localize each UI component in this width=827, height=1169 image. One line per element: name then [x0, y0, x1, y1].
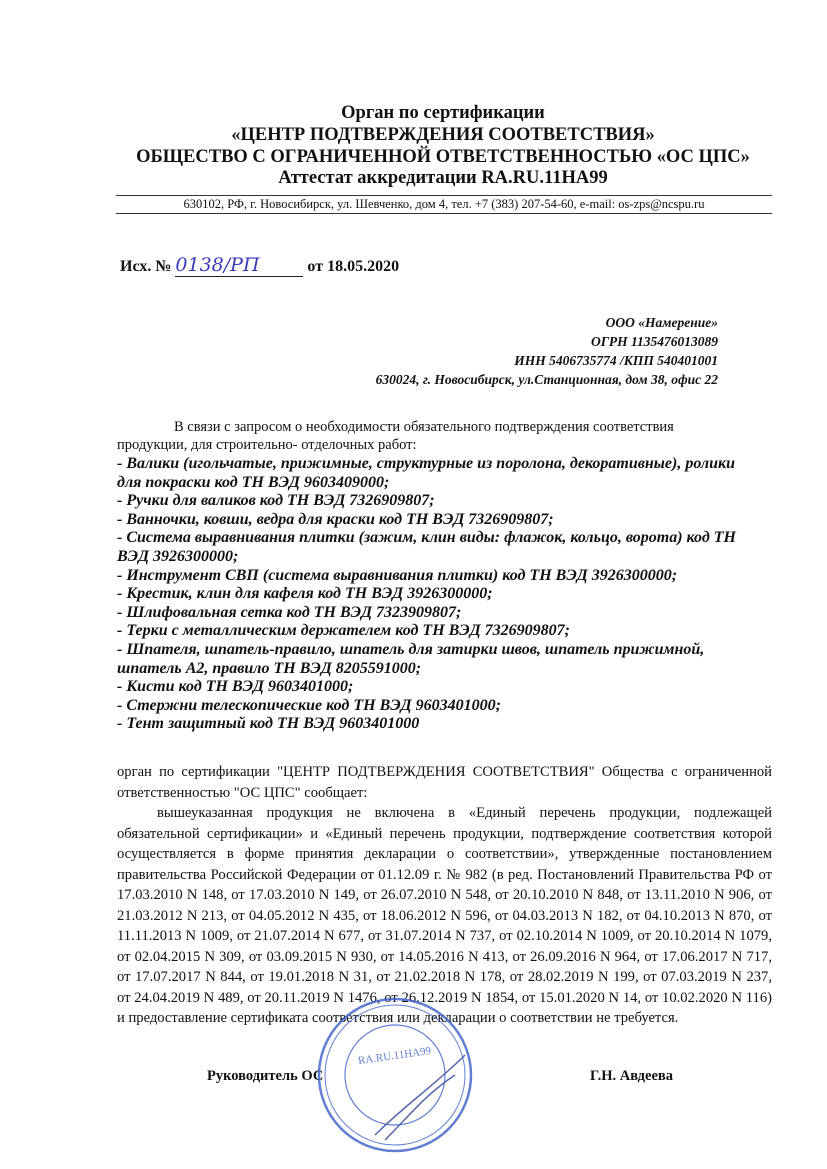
list-item: - Терки с металлическим держателем код ТН ВЭД 7326909807; — [117, 622, 570, 640]
product-list — [117, 455, 737, 734]
reference-prefix: Исх. № — [120, 258, 172, 275]
list-item: - Ванночки, ковши, ведра для краски код ТН ВЭД 7326909807; — [117, 510, 554, 528]
list-item: - Система выравнивания плитки (зажим, клин виды: флажок, кольцо, ворота) код ТН ВЭД 3926300000; — [117, 529, 736, 565]
org-address: 630102, РФ, г. Новосибирск, ул. Шевченко, дом 4, тел. +7 (383) 207-54-60, e-mail: os-zps@ncspu.ru — [183, 197, 705, 211]
divider — [116, 213, 772, 214]
stamp-text: RA.RU.11НА99 — [357, 1044, 432, 1068]
divider — [116, 195, 772, 196]
reference-date: от 18.05.2020 — [307, 258, 400, 275]
list-item: - Тент защитный код ТН ВЭД 9603401000 — [117, 715, 420, 733]
recipient-ogrn: ОГРН 1135476013089 — [590, 334, 718, 349]
list-item: - Валики (игольчатые, прижимные, структурные из поролона, декоративные), ролики для покраски код ТН ВЭД 9603409000; — [117, 455, 736, 491]
signature-name: Г.Н. Авдеева — [590, 1068, 673, 1084]
recipient-block — [376, 313, 718, 389]
reference-number: 0138/РП — [175, 254, 303, 277]
body-paragraph-2: вышеуказанная продукция не включена в «Единый перечень продукции, подлежащей обязательной сертификации» и «Единый перечень продукции, подтверждение соответствия которой осуществляется в форме принятия декларации о соответствии», утвержденные постановлением правительства Российской Федерации от 01.12.09 г. № 982 (в ред. Постановлений Правительства РФ от 17.03.2010 N 148, от 17.03.2010 N 149, от 26.07.2010 N 548, от 20.10.2010 N 848, от 13.11.2010 N 906, от 21.03.2012 N 213, от 04.05.2012 N 435, от 18.06.2012 N 596, от 04.03.2013 N 182, от 04.10.2013 N 870, от 11.11.2013 N 1009, от 21.07.2014 N 677, от 31.07.2014 N 737, от 02.10.2014 N 1009, от 20.10.2014 N 1079, от 02.04.2015 N 309, от 03.09.2015 N 930, от 14.05.2016 N 413, от 26.09.2016 N 964, от 17.06.2017 N 717, от 17.07.2017 N 844, от 19.01.2018 N 31, от 21.02.2018 N 178, от 28.02.2019 N 199, от 07.03.2019 N 237, от 24.04.2019 N 489, от 20.11.2019 N 1476, от 26.12.2019 N 1854, от 15.01.2020 N 14, от 10.02.2020 N 116) и предоставление сертификата соответствия или декларации о соответствии не требуется. — [117, 805, 772, 1026]
list-item: - Шлифовальная сетка код ТН ВЭД 7323909807; — [117, 603, 462, 621]
signature-position: Руководитель ОС — [207, 1068, 324, 1084]
header-line-4: Аттестат аккредитации RA.RU.11НА99 — [278, 168, 608, 188]
recipient-address: 630024, г. Новосибирск, ул.Станционная, дом 38, офис 22 — [375, 372, 718, 387]
recipient-inn: ИНН 5406735774 /КПП 540401001 — [514, 353, 718, 368]
list-item: - Крестик, клин для кафеля код ТН ВЭД 3926300000; — [117, 585, 493, 603]
header-line-1: Орган по сертификации — [341, 103, 545, 123]
list-item: - Инструмент СВП (система выравнивания плитки) код ТН ВЭД 3926300000; — [117, 566, 678, 584]
header-line-2: «ЦЕНТР ПОДТВЕРЖДЕНИЯ СООТВЕТСТВИЯ» — [231, 125, 655, 145]
intro-paragraph: В связи с запросом о необходимости обязательного подтверждения соответствия продукции, для строительно- отделочных работ: — [117, 419, 674, 453]
list-item: - Кисти код ТН ВЭД 9603401000; — [117, 678, 354, 696]
list-item: - Ручки для валиков код ТН ВЭД 7326909807; — [117, 492, 435, 510]
list-item: - Стержни телескопические код ТН ВЭД 9603401000; — [117, 696, 501, 714]
body-text — [117, 762, 772, 1029]
body-paragraph-1: орган по сертификации "ЦЕНТР ПОДТВЕРЖДЕНИЯ СООТВЕТСТВИЯ" Общества с ограниченной ответственностью "ОС ЦПС" сообщает: — [117, 764, 772, 801]
list-item: - Шпателя, шпатель-правило, шпатель для затирки швов, шпатель прижимной, шпатель А2, правило ТН ВЭД 8205591000; — [117, 640, 705, 677]
official-stamp — [315, 995, 475, 1155]
recipient-name: ООО «Намерение» — [605, 315, 718, 330]
reference-line — [120, 254, 399, 277]
header-line-3: ОБЩЕСТВО С ОГРАНИЧЕННОЙ ОТВЕТСТВЕННОСТЬЮ «ОС ЦПС» — [136, 147, 750, 167]
